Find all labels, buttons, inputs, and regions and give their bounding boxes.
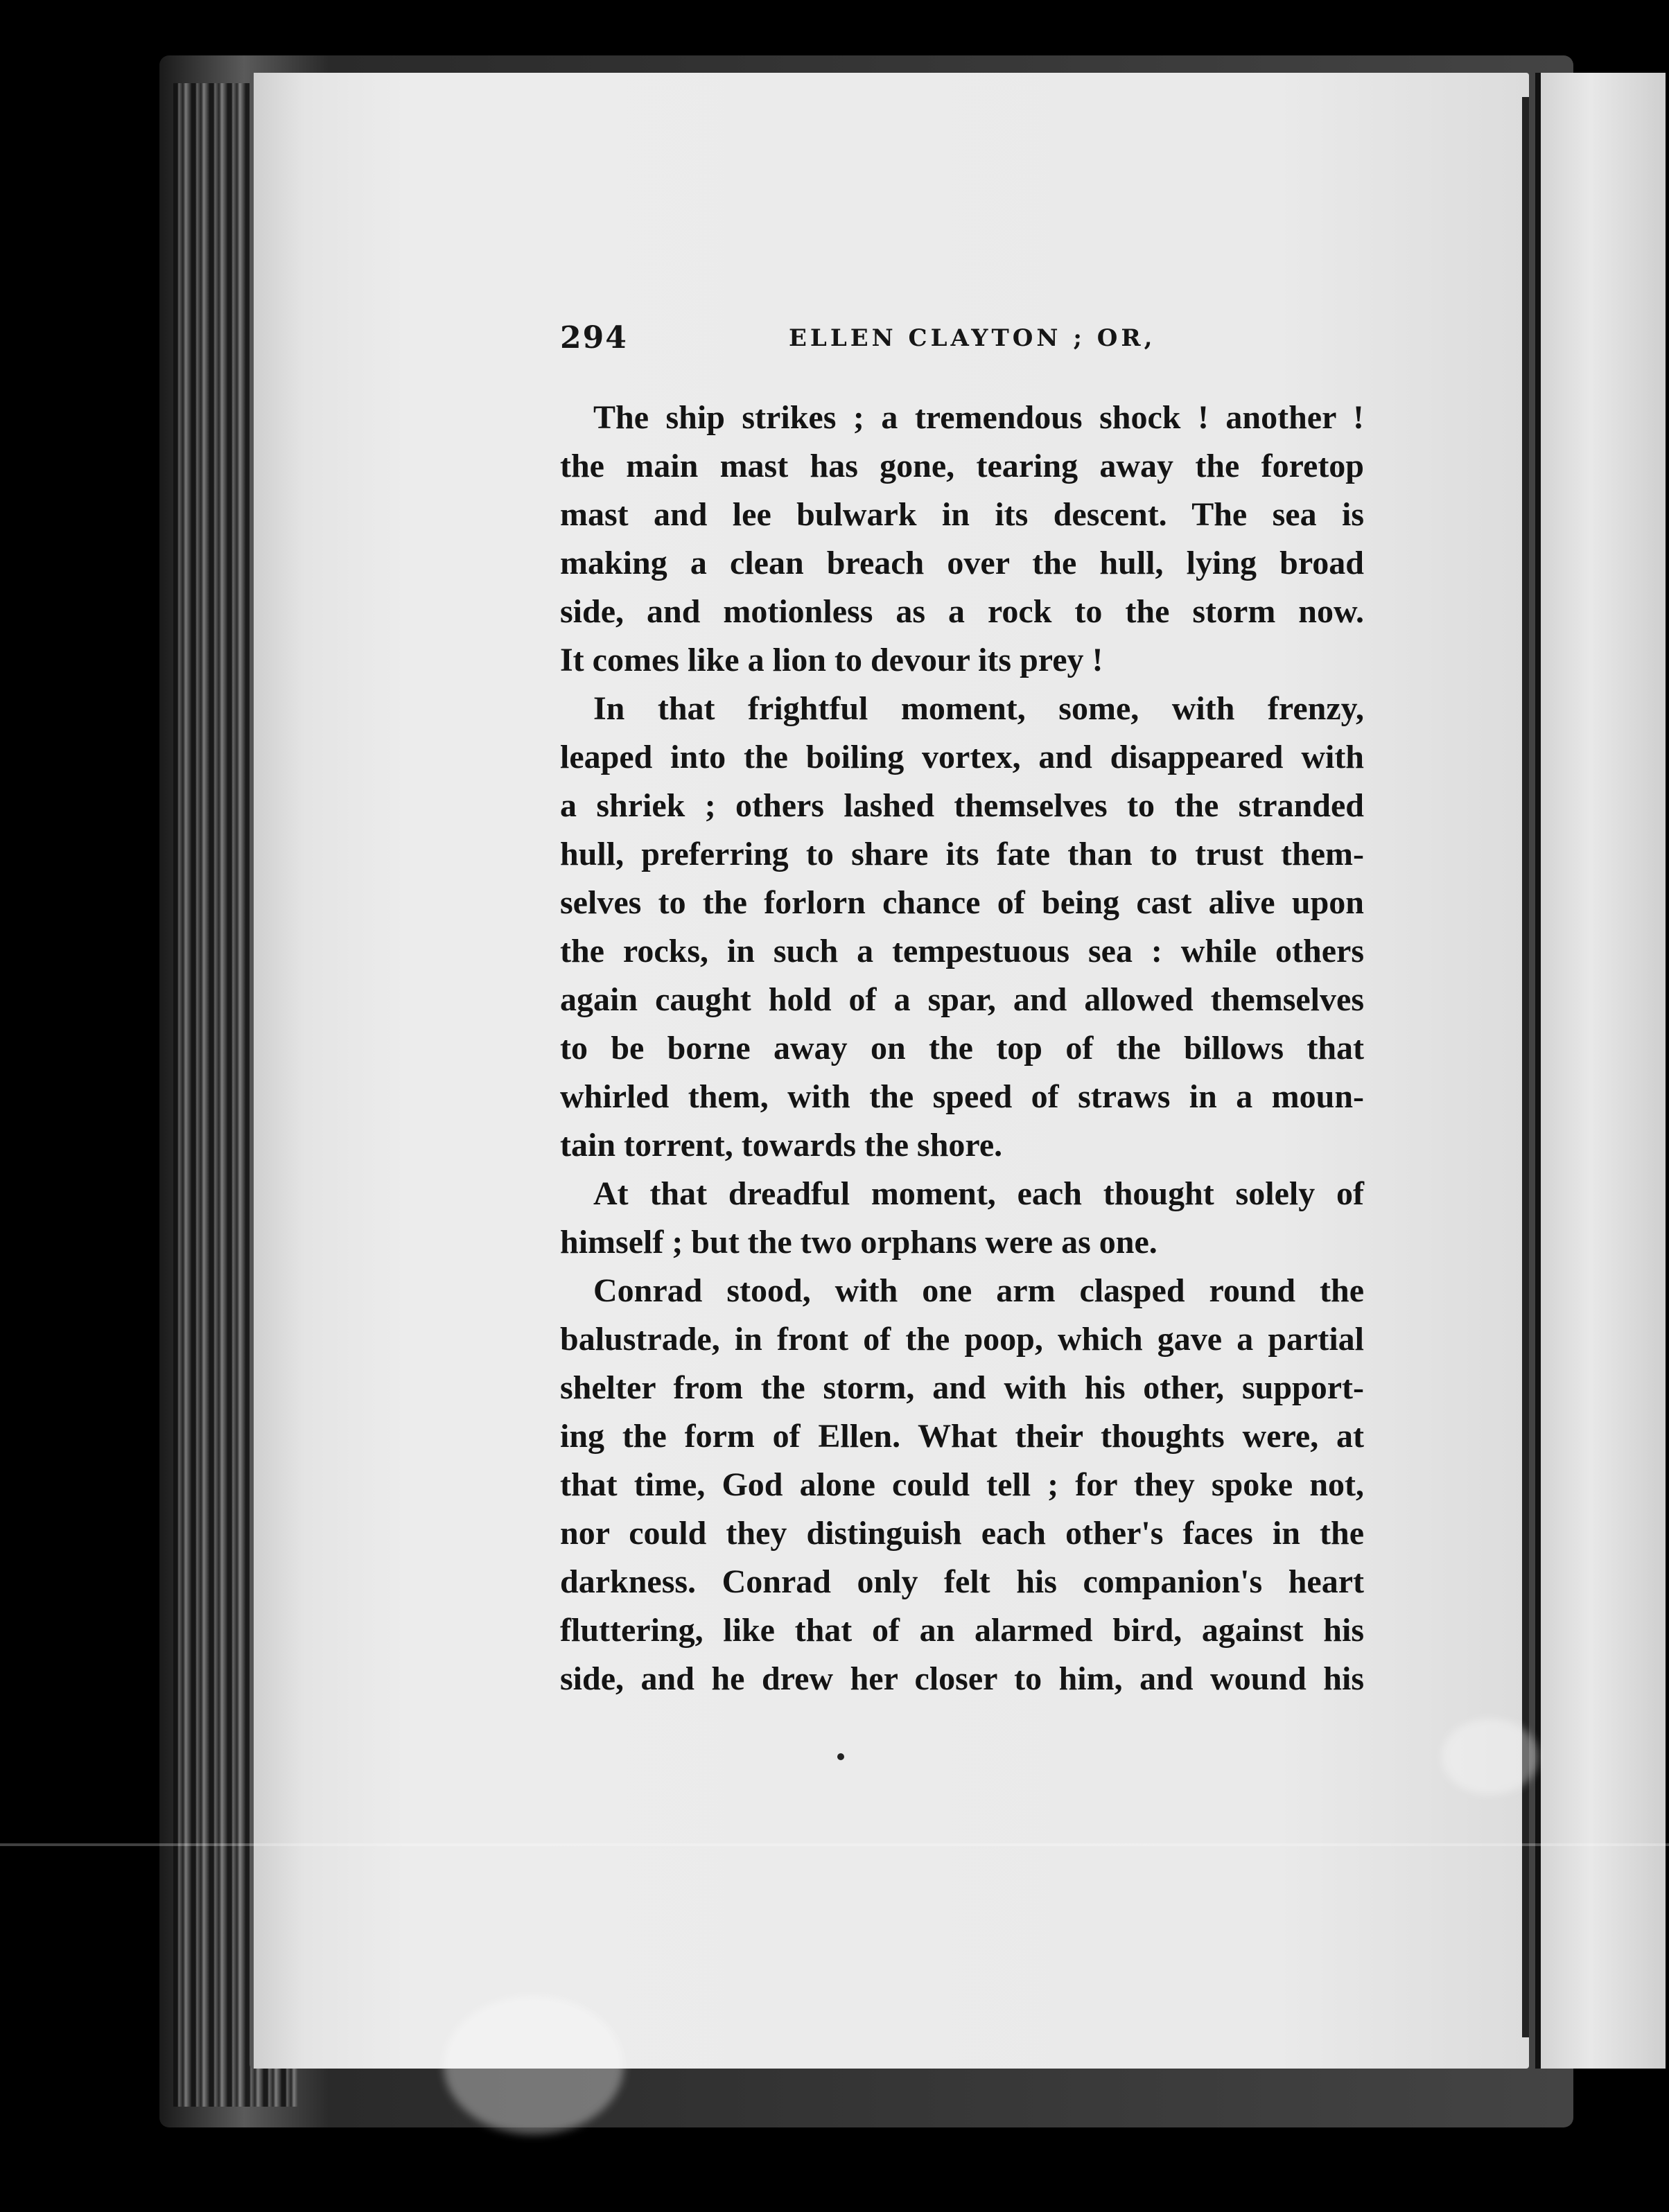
text-line: again caught hold of a spar, and allowed themselves bbox=[560, 981, 1364, 1018]
text-line: hull, preferring to share its fate than to trust them- bbox=[560, 836, 1364, 872]
running-title: ELLEN CLAYTON ; OR, bbox=[789, 324, 1156, 352]
paragraph bbox=[560, 1170, 1364, 1267]
text-line: side, and he drew her closer to him, and wound his bbox=[560, 1660, 1364, 1697]
text-line: darkness. Conrad only felt his companion's heart bbox=[560, 1563, 1364, 1600]
text-line: selves to the forlorn chance of being cast alive upon bbox=[560, 884, 1364, 921]
text-line: a shriek ; others lashed themselves to the stranded bbox=[560, 787, 1364, 824]
text-line: The ship strikes ; a tremendous shock ! another ! bbox=[593, 399, 1364, 436]
ink-speck bbox=[837, 1753, 844, 1760]
text-line: whirled them, with the speed of straws in a moun- bbox=[560, 1078, 1364, 1115]
text-line: leaped into the boiling vortex, and disappeared with bbox=[560, 739, 1364, 775]
scan-artifact-blotch bbox=[444, 1996, 624, 2134]
text-line: In that frightful moment, some, with frenzy, bbox=[593, 690, 1364, 727]
text-line: fluttering, like that of an alarmed bird, against his bbox=[560, 1612, 1364, 1649]
text-line: Conrad stood, with one arm clasped round the bbox=[593, 1272, 1364, 1309]
paragraph bbox=[560, 394, 1364, 685]
text-line: the rocks, in such a tempestuous sea : while others bbox=[560, 933, 1364, 969]
text-line: the main mast has gone, tearing away the foretop bbox=[560, 448, 1364, 484]
text-line: nor could they distinguish each other's faces in the bbox=[560, 1515, 1364, 1552]
text-line: tain torrent, towards the shore. bbox=[560, 1127, 1003, 1164]
text-line: himself ; but the two orphans were as one. bbox=[560, 1224, 1157, 1261]
text-line: that time, God alone could tell ; for they spoke not, bbox=[560, 1466, 1364, 1503]
text-line: making a clean breach over the hull, lying broad bbox=[560, 545, 1364, 581]
text-line: At that dreadful moment, each thought solely of bbox=[593, 1175, 1364, 1212]
text-line: to be borne away on the top of the billows that bbox=[560, 1030, 1364, 1066]
scan-artifact-blotch bbox=[1442, 1719, 1539, 1795]
text-line: It comes like a lion to devour its prey ! bbox=[560, 642, 1103, 678]
text-line: mast and lee bulwark in its descent. The sea is bbox=[560, 496, 1364, 533]
body-text bbox=[560, 394, 1364, 1703]
facing-page-edge bbox=[1535, 73, 1666, 2069]
scan-artifact-line bbox=[0, 1843, 1669, 1846]
text-line: ing the form of Ellen. What their thoughts were, at bbox=[560, 1418, 1364, 1455]
text-line: side, and motionless as a rock to the storm now. bbox=[560, 593, 1364, 630]
running-head bbox=[560, 320, 1364, 362]
text-line: shelter from the storm, and with his other, support- bbox=[560, 1369, 1364, 1406]
page-number: 294 bbox=[560, 320, 628, 356]
paragraph bbox=[560, 685, 1364, 1170]
paragraph bbox=[560, 1267, 1364, 1703]
text-line: balustrade, in front of the poop, which gave a partial bbox=[560, 1321, 1364, 1358]
